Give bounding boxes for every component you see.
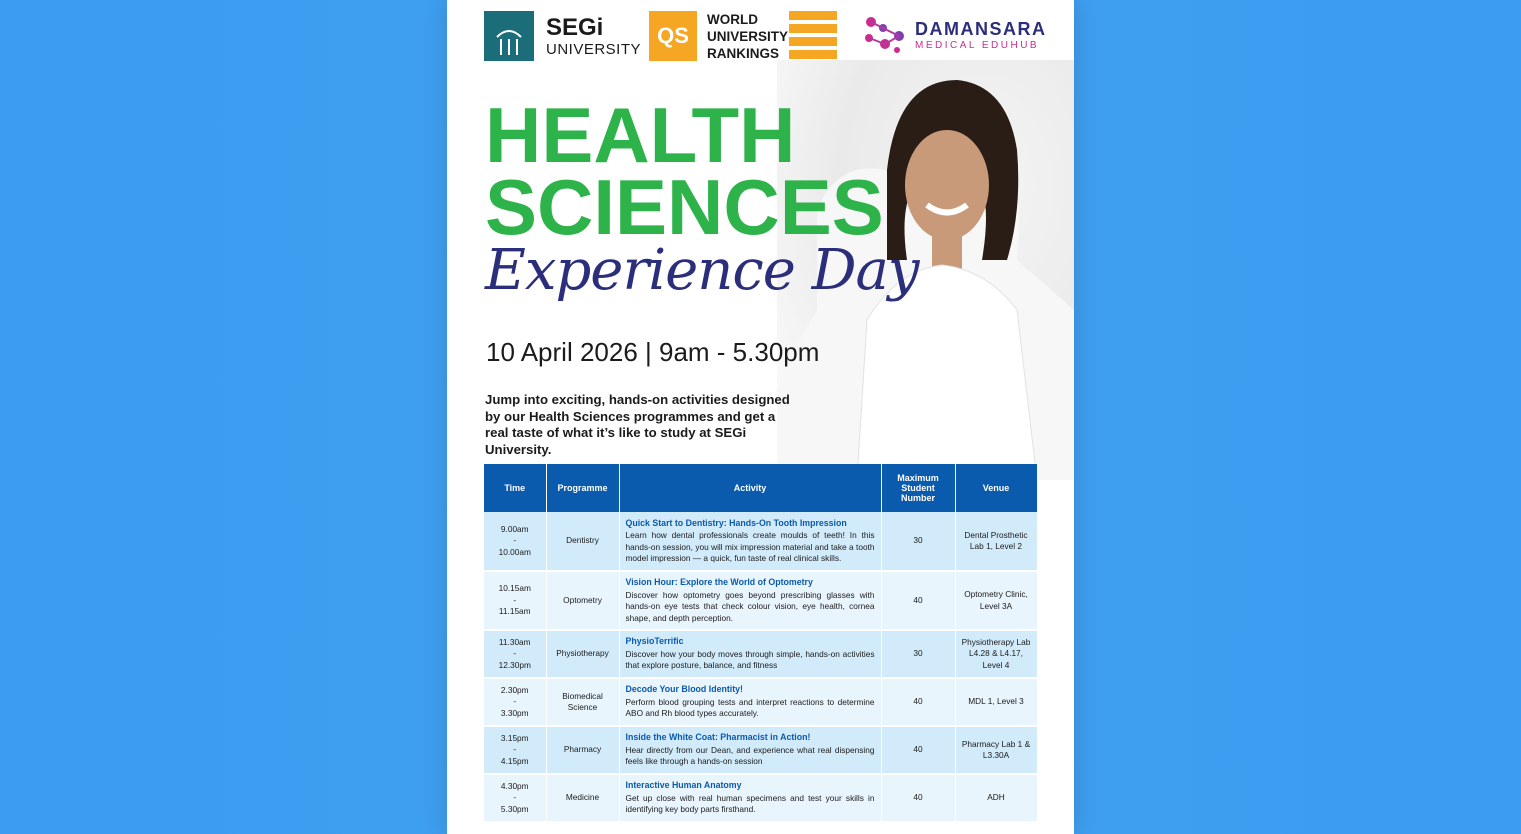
max-cell: 40 [881, 726, 955, 774]
header-programme: Programme [546, 464, 619, 512]
activity-title: Quick Start to Dentistry: Hands-On Tooth Impression [625, 517, 847, 528]
time-cell [484, 726, 546, 774]
table-row [484, 571, 1037, 630]
max-cell: 30 [881, 630, 955, 678]
max-cell: 40 [881, 571, 955, 630]
time-end: 11.15am [498, 606, 531, 617]
venue-cell: MDL 1, Level 3 [955, 678, 1037, 726]
qs-line-3: RANKINGS [707, 46, 780, 61]
table-row [484, 774, 1037, 822]
activity-desc: Discover how your body moves through simple, hands-on activities that explore posture, balance, and fitness [625, 648, 875, 671]
venue-cell: Dental Prosthetic Lab 1, Level 2 [955, 512, 1037, 571]
activity-cell [619, 512, 881, 571]
programme-cell: Dentistry [546, 512, 619, 571]
activity-cell [619, 630, 881, 678]
programme-cell: Pharmacy [546, 726, 619, 774]
time-end: 10.00am [498, 546, 531, 557]
activity-cell [619, 571, 881, 630]
venue-cell: ADH [955, 774, 1037, 822]
segi-logo-name: SEGi [546, 13, 604, 41]
activity-desc: Perform blood grouping tests and interpret reactions to determine ABO and Rh blood types accurately. [625, 696, 875, 719]
max-cell: 30 [881, 512, 955, 571]
time-end: 4.15pm [500, 755, 529, 766]
header-venue: Venue [955, 464, 1037, 512]
time-end: 12.30pm [498, 659, 531, 670]
time-sep: - [513, 648, 517, 659]
schedule-header-row [484, 464, 1037, 512]
activity-desc: Get up close with real human specimens and test your skills in identifying key body parts firsthand. [625, 792, 875, 815]
headline-sciences: SCIENCES [485, 163, 884, 251]
header-activity: Activity [619, 464, 881, 512]
damansara-sub: MEDICAL EDUHUB [915, 39, 1040, 51]
qs-rankings-logo [649, 11, 837, 61]
time-sep: - [513, 792, 517, 803]
time-cell [484, 512, 546, 571]
headline-health: HEALTH [485, 91, 796, 179]
activity-cell [619, 678, 881, 726]
time-cell [484, 774, 546, 822]
time-start: 11.30am [498, 636, 531, 647]
time-cell [484, 630, 546, 678]
header-time: Time [484, 464, 546, 512]
table-row [484, 678, 1037, 726]
segi-emblem-icon [484, 11, 534, 61]
activity-desc: Discover how optometry goes beyond prescribing glasses with hands-on eye tests that check colour vision, eye health, cornea shape, and depth perception. [625, 589, 875, 623]
time-sep: - [513, 594, 517, 605]
programme-cell: Biomedical Science [546, 678, 619, 726]
time-sep: - [513, 535, 517, 546]
time-cell [484, 571, 546, 630]
time-start: 2.30pm [500, 684, 529, 695]
time-start: 4.30pm [500, 780, 529, 791]
programme-cell: Optometry [546, 571, 619, 630]
table-row [484, 512, 1037, 571]
segi-logo-sub: UNIVERSITY [546, 40, 642, 58]
time-end: 5.30pm [500, 803, 529, 814]
activity-title: Inside the White Coat: Pharmacist in Action! [625, 732, 811, 743]
qs-mark: QS [649, 11, 697, 61]
molecule-icon [861, 14, 909, 56]
schedule-table [484, 464, 1038, 823]
time-start: 9.00am [500, 523, 529, 534]
time-start: 10.15am [498, 583, 531, 594]
activity-desc: Hear directly from our Dean, and experience what real dispensing feels like through a hands-on session [625, 744, 875, 767]
max-cell: 40 [881, 678, 955, 726]
activity-cell [619, 774, 881, 822]
qs-bars-icon [789, 11, 837, 63]
header-max: Maximum Student Number [881, 464, 955, 512]
activity-title: Decode Your Blood Identity! [625, 684, 743, 695]
damansara-logo [861, 14, 1047, 56]
table-row [484, 630, 1037, 678]
max-cell: 40 [881, 774, 955, 822]
intro-text: Jump into exciting, hands-on activities designed by our Health Sciences programmes and get a real taste of what it’s like to study at SEGi University. [485, 392, 790, 457]
qs-line-1: WORLD [707, 12, 758, 27]
damansara-name: DAMANSARA [915, 18, 1047, 39]
time-sep: - [513, 696, 517, 707]
activity-desc: Learn how dental professionals create moulds of teeth! In this hands-on session, you will mix impression material and take a tooth model impression — a quick, fun taste of real clinical skills. [625, 530, 875, 563]
activity-title: Interactive Human Anatomy [625, 780, 742, 791]
segi-logo [484, 11, 641, 61]
time-end: 3.30pm [500, 707, 529, 718]
time-start: 3.15pm [500, 732, 529, 743]
qs-line-2: UNIVERSITY [707, 29, 789, 44]
event-poster [447, 0, 1074, 834]
programme-cell: Physiotherapy [546, 630, 619, 678]
table-row [484, 726, 1037, 774]
event-date: 10 April 2026 | 9am - 5.30pm [486, 337, 820, 367]
programme-cell: Medicine [546, 774, 619, 822]
time-cell [484, 678, 546, 726]
venue-cell: Pharmacy Lab 1 & L3.30A [955, 726, 1037, 774]
venue-cell: Physiotherapy Lab L4.28 & L4.17, Level 4 [955, 630, 1037, 678]
activity-title: PhysioTerrific [625, 636, 684, 647]
activity-title: Vision Hour: Explore the World of Optometry [625, 577, 813, 587]
activity-cell [619, 726, 881, 774]
headline-script: Experience Day [485, 238, 919, 303]
time-sep: - [513, 744, 517, 755]
venue-cell: Optometry Clinic, Level 3A [955, 571, 1037, 630]
